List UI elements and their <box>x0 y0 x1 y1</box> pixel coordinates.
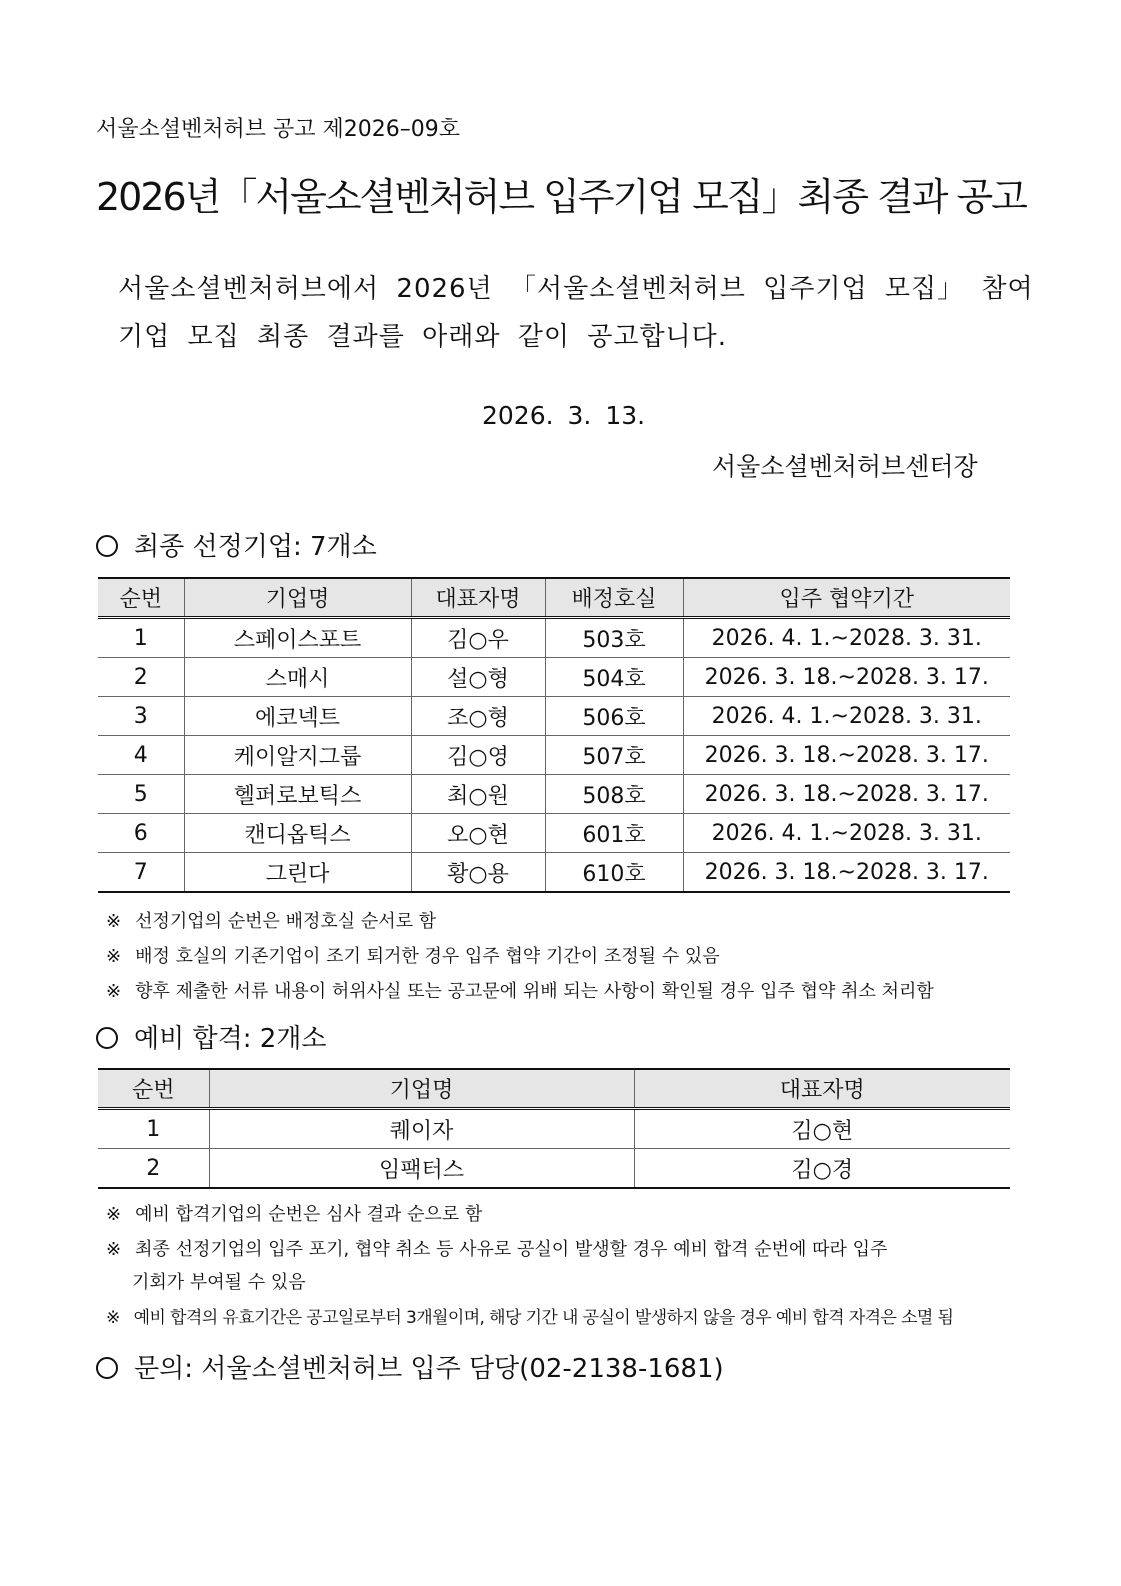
cell-room: 504호 <box>545 658 683 697</box>
cell-room: 610호 <box>545 853 683 893</box>
note-mark-icon: ※ <box>106 1308 120 1328</box>
note-1 <box>106 907 436 933</box>
table-row <box>98 853 1010 893</box>
col-header-no: 순번 <box>98 1069 209 1109</box>
cell-ceo: 조○형 <box>411 697 545 736</box>
section-reserve-title <box>96 1018 327 1055</box>
col-header-period: 입주 협약기간 <box>683 578 1010 618</box>
cell-company: 스매시 <box>184 658 411 697</box>
cell-ceo: 김○영 <box>411 736 545 775</box>
note-text: 예비 합격기업의 순번은 심사 결과 순으로 함 <box>135 1204 483 1225</box>
cell-company: 퀘이자 <box>209 1109 634 1149</box>
cell-no: 3 <box>98 697 184 736</box>
section-reserve-label: 예비 합격: 2개소 <box>134 1024 327 1054</box>
col-header-company: 기업명 <box>209 1069 634 1109</box>
cell-company: 에코넥트 <box>184 697 411 736</box>
cell-ceo: 오○현 <box>411 814 545 853</box>
note-mark-icon: ※ <box>106 981 122 1002</box>
col-header-ceo: 대표자명 <box>411 578 545 618</box>
note-2 <box>106 942 720 968</box>
note-mark-icon: ※ <box>106 1239 122 1260</box>
cell-period: 2026. 3. 18.~2028. 3. 17. <box>683 736 1010 775</box>
note-3 <box>106 977 934 1003</box>
notice-number: 서울소셜벤처허브 공고 제2026–09호 <box>96 117 460 142</box>
cell-no: 1 <box>98 618 184 658</box>
col-header-company: 기업명 <box>184 578 411 618</box>
note-mark-icon: ※ <box>106 946 122 967</box>
col-header-room: 배정호실 <box>545 578 683 618</box>
cell-company: 헬퍼로보틱스 <box>184 775 411 814</box>
cell-room: 503호 <box>545 618 683 658</box>
cell-period: 2026. 4. 1.~2028. 3. 31. <box>683 697 1010 736</box>
intro-line-1: 서울소셜벤처허브에서 2026년 「서울소셜벤처허브 입주기업 모집」 참여 <box>118 274 1034 304</box>
contact-text: 문의: 서울소셜벤처허브 입주 담당(02-2138-1681) <box>134 1354 724 1384</box>
note-5-continued: 기회가 부여될 수 있음 <box>132 1272 306 1293</box>
note-mark-icon: ※ <box>106 1204 122 1225</box>
cell-no: 4 <box>98 736 184 775</box>
cell-ceo: 김○현 <box>634 1109 1010 1149</box>
document-title: 2026년「서울소셜벤처허브 입주기업 모집」최종 결과 공고 <box>96 175 1026 219</box>
signer: 서울소셜벤처허브센터장 <box>712 452 978 481</box>
circle-bullet-icon <box>96 1357 118 1379</box>
cell-company: 케이알지그룹 <box>184 736 411 775</box>
table-row <box>98 1109 1010 1149</box>
cell-no: 2 <box>98 658 184 697</box>
note-text: 선정기업의 순번은 배정호실 순서로 함 <box>135 911 437 932</box>
note-4 <box>106 1200 482 1226</box>
table-row <box>98 775 1010 814</box>
cell-company: 그린다 <box>184 853 411 893</box>
cell-company: 임팩터스 <box>209 1149 634 1189</box>
note-6 <box>106 1303 953 1328</box>
cell-room: 507호 <box>545 736 683 775</box>
col-header-no: 순번 <box>98 578 184 618</box>
contact-section <box>96 1348 724 1385</box>
table-row <box>98 658 1010 697</box>
table-row <box>98 814 1010 853</box>
table-row <box>98 1149 1010 1189</box>
cell-no: 7 <box>98 853 184 893</box>
table-header-row <box>98 578 1010 618</box>
cell-period: 2026. 3. 18.~2028. 3. 17. <box>683 658 1010 697</box>
note-text: 최종 선정기업의 입주 포기, 협약 취소 등 사유로 공실이 발생할 경우 예비 합격 순번에 따라 입주 <box>135 1239 888 1260</box>
notice-date: 2026. 3. 13. <box>482 401 646 430</box>
cell-ceo: 김○경 <box>634 1149 1010 1189</box>
section-selected-label: 최종 선정기업: 7개소 <box>134 532 377 562</box>
circle-bullet-icon <box>96 1027 118 1049</box>
selected-companies-table <box>98 577 1010 893</box>
cell-room: 508호 <box>545 775 683 814</box>
note-5 <box>106 1235 887 1261</box>
table-row <box>98 697 1010 736</box>
cell-company: 캔디옵틱스 <box>184 814 411 853</box>
reserve-companies-table <box>98 1068 1010 1189</box>
table-row <box>98 618 1010 658</box>
cell-ceo: 설○형 <box>411 658 545 697</box>
note-text: 예비 합격의 유효기간은 공고일로부터 3개월이며, 해당 기간 내 공실이 발생하지 않을 경우 예비 합격 자격은 소멸 됨 <box>133 1308 954 1328</box>
col-header-ceo: 대표자명 <box>634 1069 1010 1109</box>
table-row <box>98 736 1010 775</box>
cell-room: 601호 <box>545 814 683 853</box>
cell-period: 2026. 4. 1.~2028. 3. 31. <box>683 618 1010 658</box>
circle-bullet-icon <box>96 535 118 557</box>
cell-no: 1 <box>98 1109 209 1149</box>
cell-period: 2026. 3. 18.~2028. 3. 17. <box>683 853 1010 893</box>
note-text: 향후 제출한 서류 내용이 허위사실 또는 공고문에 위배 되는 사항이 확인될 경우 입주 협약 취소 처리함 <box>135 981 934 1002</box>
cell-ceo: 최○원 <box>411 775 545 814</box>
cell-period: 2026. 3. 18.~2028. 3. 17. <box>683 775 1010 814</box>
cell-no: 5 <box>98 775 184 814</box>
cell-company: 스페이스포트 <box>184 618 411 658</box>
cell-ceo: 황○용 <box>411 853 545 893</box>
note-text: 배정 호실의 기존기업이 조기 퇴거한 경우 입주 협약 기간이 조정될 수 있음 <box>135 946 720 967</box>
cell-no: 6 <box>98 814 184 853</box>
note-mark-icon: ※ <box>106 911 122 932</box>
cell-room: 506호 <box>545 697 683 736</box>
table-header-row <box>98 1069 1010 1109</box>
cell-ceo: 김○우 <box>411 618 545 658</box>
section-selected-title <box>96 526 377 563</box>
intro-line-2: 기업 모집 최종 결과를 아래와 같이 공고합니다. <box>118 322 728 352</box>
cell-period: 2026. 4. 1.~2028. 3. 31. <box>683 814 1010 853</box>
cell-no: 2 <box>98 1149 209 1189</box>
